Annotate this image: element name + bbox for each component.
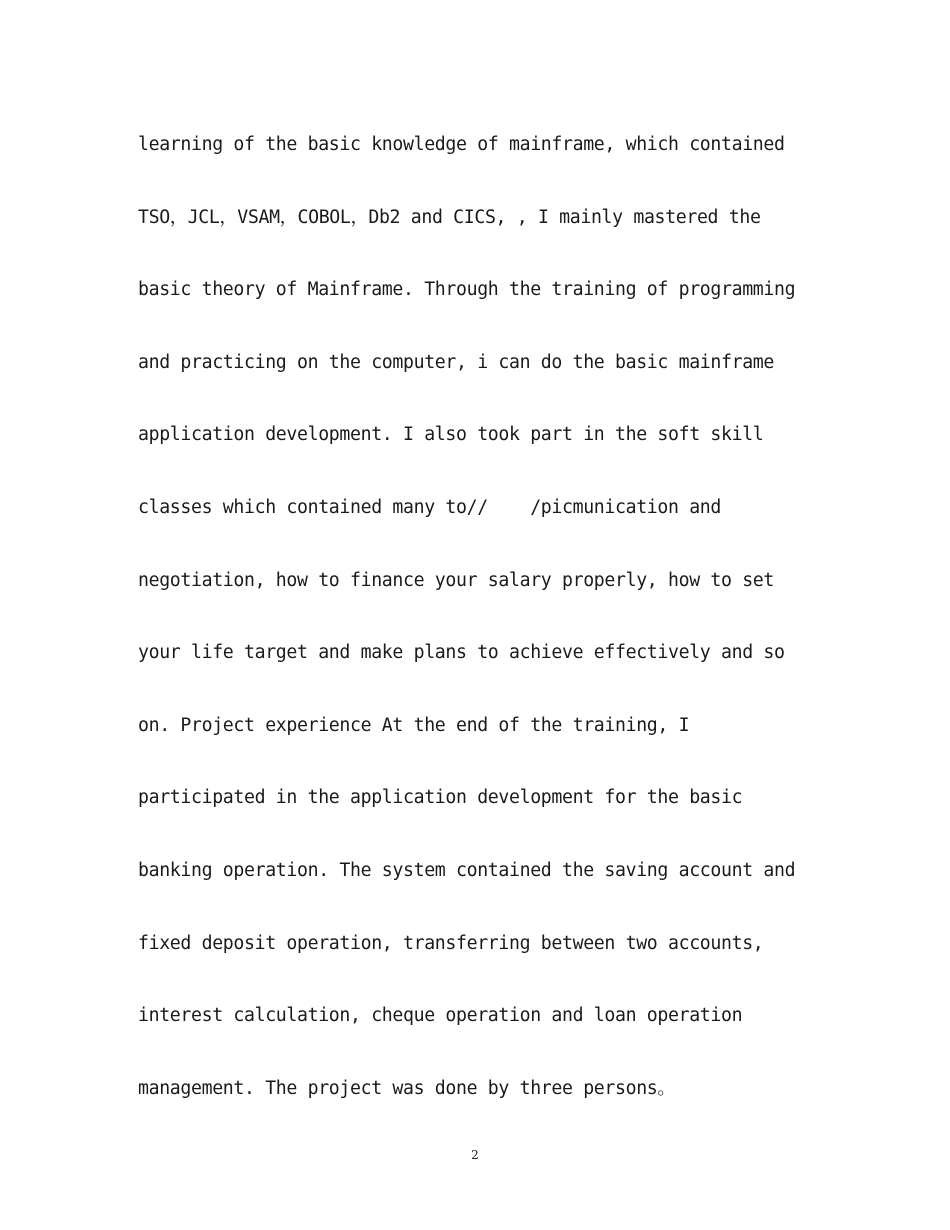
text-line: your life target and make plans to achieve effectively and so: [138, 642, 785, 664]
text-line: learning of the basic knowledge of mainframe, which contained: [138, 134, 785, 155]
text-line: management. The project was done by three persons。: [138, 1077, 676, 1099]
text-line: on. Project experience At the end of the training, I: [138, 714, 690, 736]
text-line: banking operation. The system contained the saving account and: [138, 859, 796, 881]
page-number: 2: [471, 1148, 479, 1162]
text-line: and practicing on the computer, i can do the basic mainframe: [138, 351, 774, 373]
body-text: [138, 126, 838, 1142]
text-line: application development. I also took part in the soft skill: [138, 424, 764, 446]
text-line: interest calculation, cheque operation and loan operation: [138, 1005, 743, 1027]
text-line: participated in the application development for the basic: [138, 787, 743, 809]
text-line: TSO，JCL，VSAM，COBOL，Db2 and CICS, , I mainly mastered the: [138, 206, 761, 228]
text-line: basic theory of Mainframe. Through the training of programming: [138, 279, 796, 301]
text-line: negotiation, how to finance your salary properly, how to set: [138, 569, 774, 591]
text-line: classes which contained many to// /picmunication and: [138, 496, 721, 518]
text-line: fixed deposit operation, transferring between two accounts,: [138, 932, 764, 954]
